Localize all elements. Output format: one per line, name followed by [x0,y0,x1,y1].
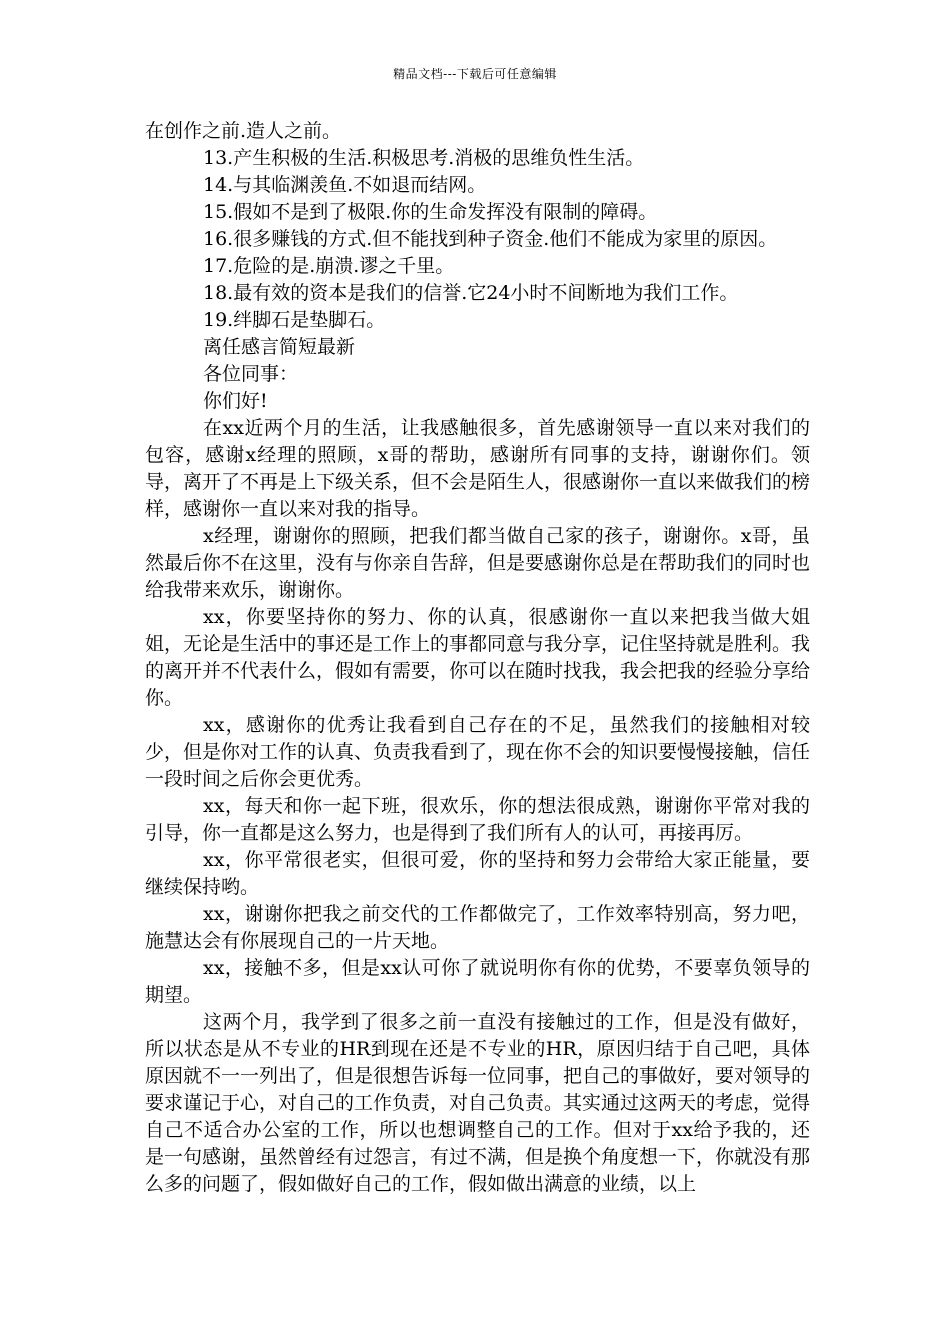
paragraph: 各位同事： [203,363,299,385]
paragraph: 18.最有效的资本是我们的信誉.它24小时不间断地为我们工作。 [203,282,739,304]
paragraph: xx，你平常很老实，但很可爱，你的坚持和努力会带给大家正能量，要继续保持哟。 [145,849,810,898]
paragraph: 19.绊脚石是垫脚石。 [203,309,386,331]
paragraph: 14.与其临渊羡鱼.不如退而结网。 [203,174,487,196]
page-header: 精品文档---下载后可任意编辑 [393,67,557,81]
paragraph: 离任感言简短最新 [203,336,356,358]
document-body [145,118,810,1198]
paragraph: xx，每天和你一起下班，很欢乐，你的想法很成熟，谢谢你平常对我的引导，你一直都是这么努力，也是得到了我们所有人的认可，再接再厉。 [145,795,810,844]
paragraph: 在xx近两个月的生活，让我感触很多，首先感谢领导一直以来对我们的包容，感谢x经理的照顾，x哥的帮助，感谢所有同事的支持，谢谢你们。领导，离开了不再是上下级关系，但不会是陌生人，很感谢你一直以来做我们的榜样，感谢你一直以来对我的指导。 [145,417,811,520]
paragraph: x经理，谢谢你的照顾，把我们都当做自己家的孩子，谢谢你。x哥，虽然最后你不在这里，没有与你亲自告辞，但是要感谢你总是在帮助我们的同时也给我带来欢乐，谢谢你。 [145,525,811,601]
paragraph: xx，谢谢你把我之前交代的工作都做完了，工作效率特别高，努力吧，施慧达会有你展现自己的一片天地。 [145,903,810,952]
paragraph: 17.危险的是.崩溃.谬之千里。 [203,255,455,277]
paragraph: 你们好! [203,390,268,412]
paragraph: xx，接触不多，但是xx认可你了就说明你有你的优势，不要辜负领导的期望。 [145,957,810,1006]
paragraph: 13.产生积极的生活.积极思考.消极的思维负性生活。 [203,147,645,169]
paragraph: 16.很多赚钱的方式.但不能找到种子资金.他们不能成为家里的原因。 [203,228,778,250]
paragraph: xx，感谢你的优秀让我看到自己存在的不足，虽然我们的接触相对较少，但是你对工作的认真、负责我看到了，现在你不会的知识要慢慢接触，信任一段时间之后你会更优秀。 [145,714,811,790]
paragraph: 15.假如不是到了极限.你的生命发挥没有限制的障碍。 [203,201,658,223]
paragraph: 在创作之前.造人之前。 [145,120,342,142]
paragraph: xx，你要坚持你的努力、你的认真，很感谢你一直以来把我当做大姐姐，无论是生活中的事还是工作上的事都同意与我分享，记住坚持就是胜利。我的离开并不代表什么，假如有需要，你可以在随时找我，我会把我的经验分享给你。 [145,606,811,709]
paragraph: 这两个月，我学到了很多之前一直没有接触过的工作，但是没有做好，所以状态是从不专业的HR到现在还是不专业的HR，原因归结于自己吧，具体原因就不一一列出了，但是很想告诉每一位同事，把自己的事做好，要对领导的要求谨记于心，对自己的工作负责，对自己负责。其实通过这两天的考虑，觉得自己不适合办公室的工作，所以也想调整自己的工作。但对于xx给予我的，还是一句感谢，虽然曾经有过怨言，有过不满，但是换个角度想一下，你就没有那么多的问题了，假如做好自己的工作，假如做出满意的业绩，以上 [145,1011,811,1195]
